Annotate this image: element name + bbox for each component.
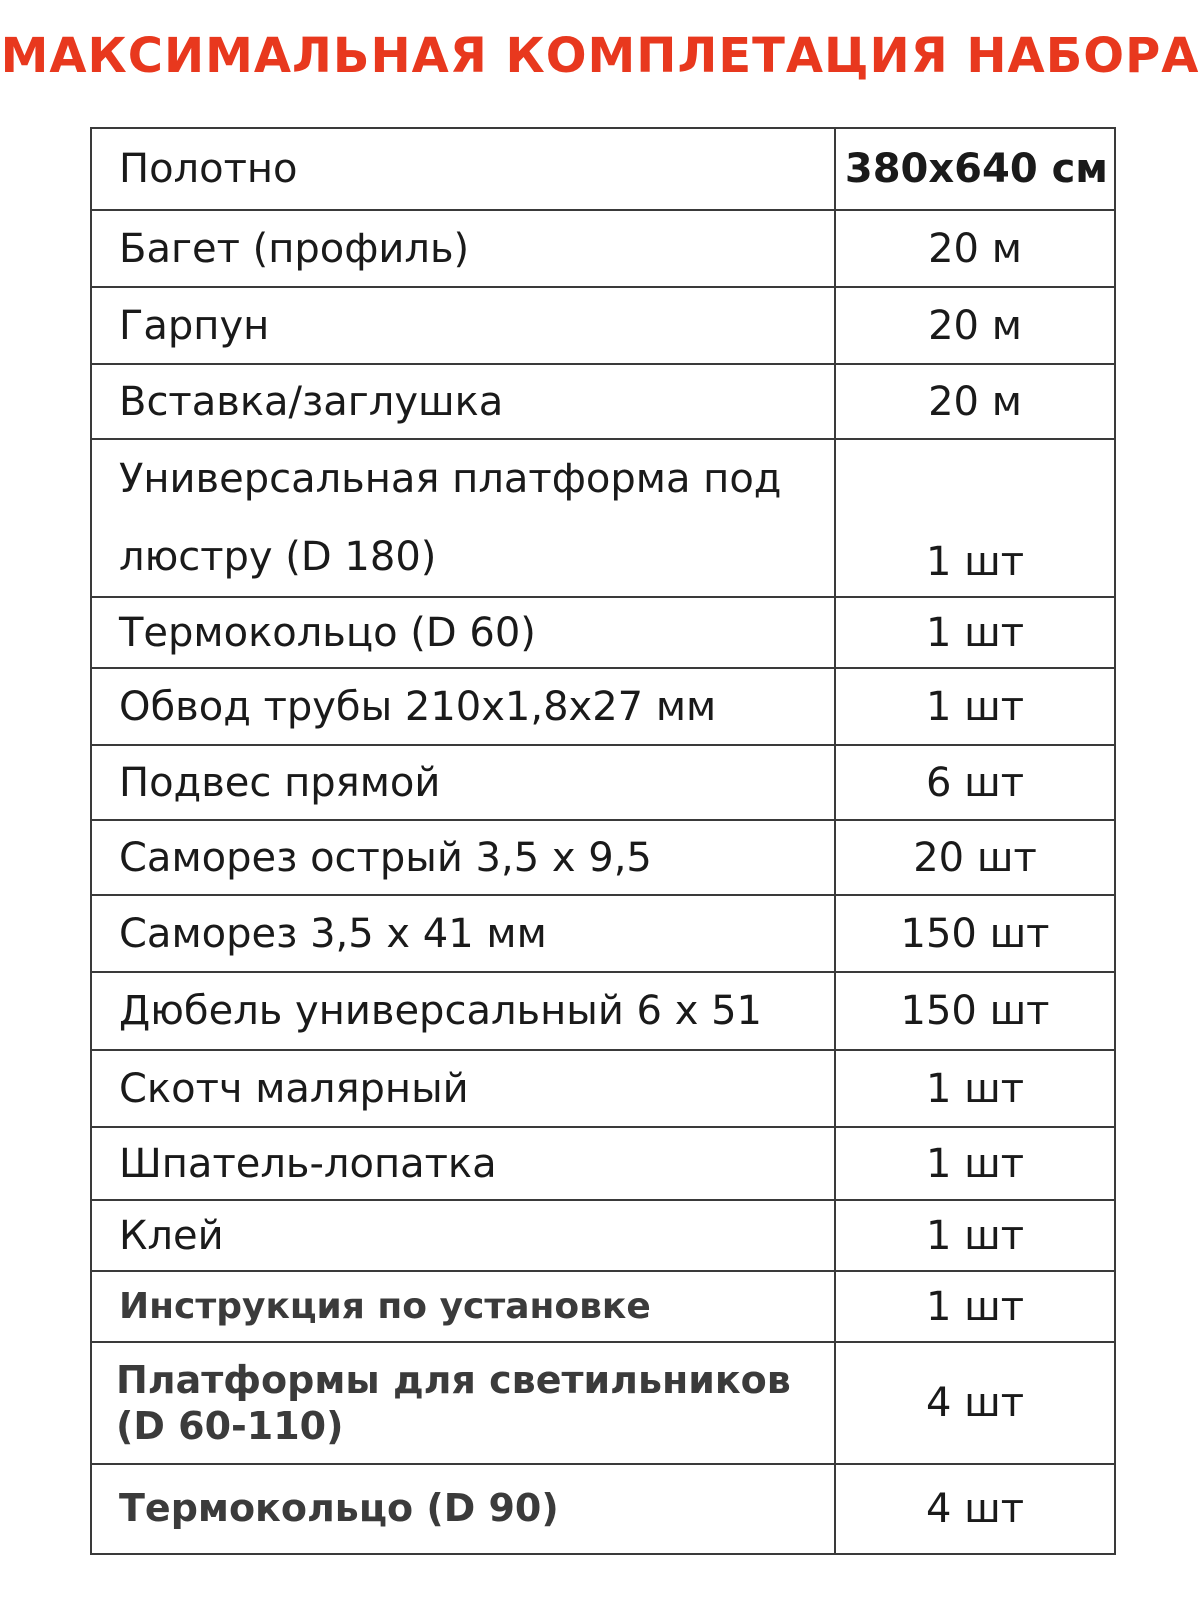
item-quantity: 6 шт	[835, 745, 1115, 820]
item-name: Клей	[91, 1200, 835, 1271]
table-row	[91, 1271, 1115, 1342]
item-quantity: 150 шт	[835, 895, 1115, 972]
item-quantity: 20 м	[835, 287, 1115, 364]
item-quantity: 1 шт	[835, 1127, 1115, 1200]
item-quantity: 1 шт	[835, 1050, 1115, 1127]
item-name: Дюбель универсальный 6 х 51	[91, 972, 835, 1050]
item-quantity: 1 шт	[835, 1271, 1115, 1342]
item-name: Обвод трубы 210х1,8х27 мм	[91, 668, 835, 745]
item-name: Скотч малярный	[91, 1050, 835, 1127]
item-quantity: 4 шт	[835, 1464, 1115, 1554]
table-row	[91, 1342, 1115, 1464]
table-row	[91, 745, 1115, 820]
table-row	[91, 1200, 1115, 1271]
table-row	[91, 668, 1115, 745]
item-name: Полотно	[91, 128, 835, 210]
item-name: Инструкция по установке	[91, 1271, 835, 1342]
item-name: Саморез 3,5 х 41 мм	[91, 895, 835, 972]
item-name: Шпатель-лопатка	[91, 1127, 835, 1200]
page-title: МАКСИМАЛЬНАЯ КОМПЛЕТАЦИЯ НАБОРА	[0, 28, 1200, 84]
table-row	[91, 820, 1115, 895]
item-quantity: 1 шт	[835, 1200, 1115, 1271]
item-quantity: 1 шт	[835, 668, 1115, 745]
item-name: Вставка/заглушка	[91, 364, 835, 439]
table-row	[91, 364, 1115, 439]
table-row	[91, 128, 1115, 210]
kit-contents-table	[90, 127, 1116, 1555]
table-row	[91, 210, 1115, 287]
item-quantity: 150 шт	[835, 972, 1115, 1050]
item-name: Термокольцо (D 60)	[91, 597, 835, 668]
table-row	[91, 287, 1115, 364]
table-row	[91, 972, 1115, 1050]
item-name: Саморез острый 3,5 х 9,5	[91, 820, 835, 895]
item-quantity: 1 шт	[835, 597, 1115, 668]
item-quantity: 380х640 см	[835, 128, 1115, 210]
item-name: Платформы для светильников (D 60-110)	[91, 1342, 835, 1464]
table-row	[91, 1050, 1115, 1127]
item-name: Универсальная платформа под люстру (D 180)	[91, 439, 835, 597]
item-quantity: 20 м	[835, 364, 1115, 439]
item-quantity: 4 шт	[835, 1342, 1115, 1464]
item-quantity: 1 шт	[835, 439, 1115, 597]
item-quantity: 20 м	[835, 210, 1115, 287]
item-name: Багет (профиль)	[91, 210, 835, 287]
item-name: Подвес прямой	[91, 745, 835, 820]
item-quantity: 20 шт	[835, 820, 1115, 895]
item-name: Гарпун	[91, 287, 835, 364]
table-row	[91, 597, 1115, 668]
table-row	[91, 1127, 1115, 1200]
table-row	[91, 1464, 1115, 1554]
item-name: Термокольцо (D 90)	[91, 1464, 835, 1554]
table-row	[91, 895, 1115, 972]
table-row	[91, 439, 1115, 597]
